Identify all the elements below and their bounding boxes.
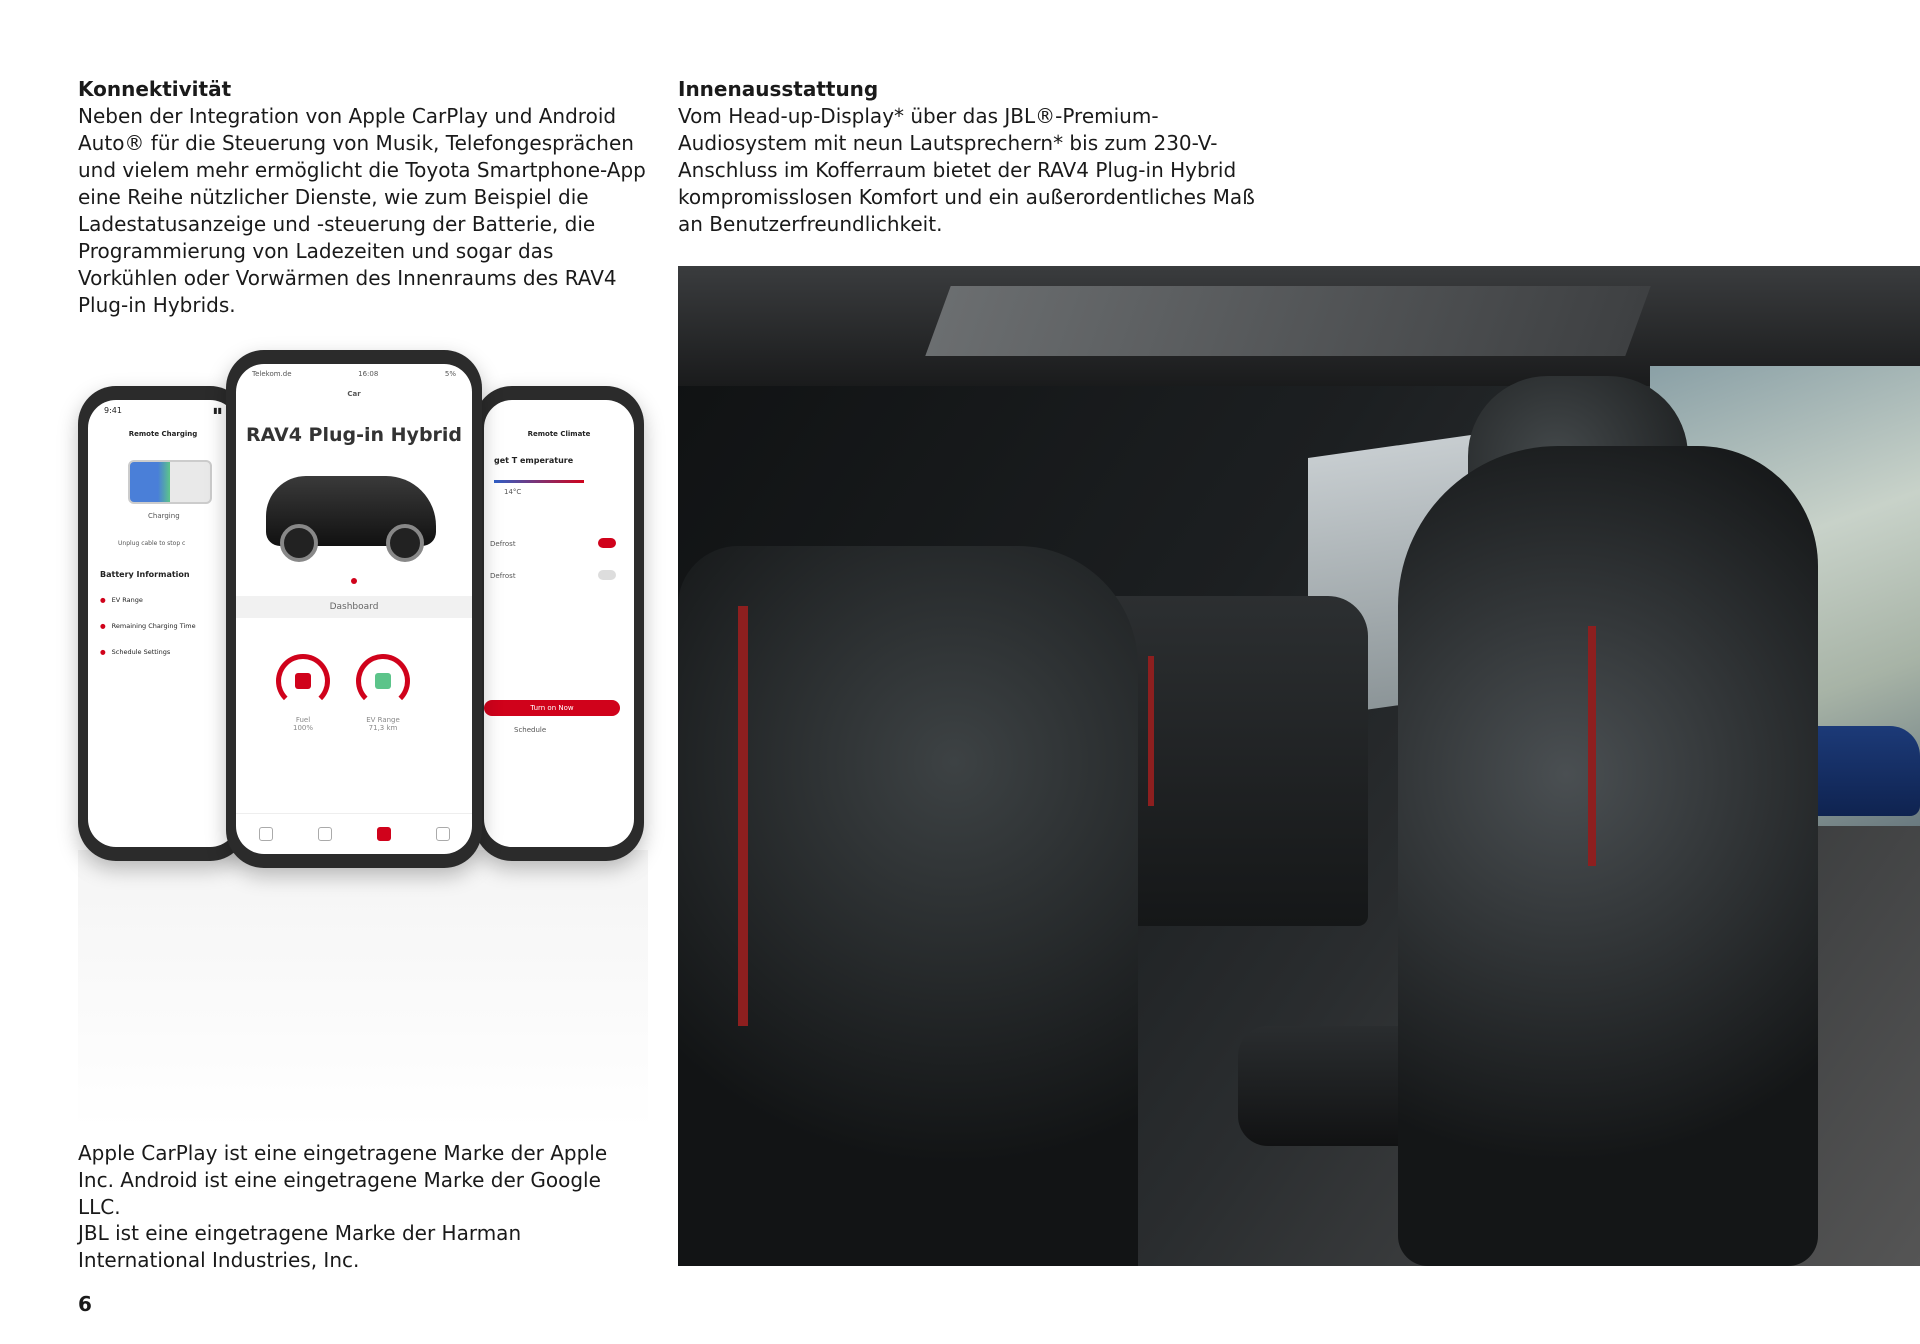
list-item: ● Schedule Settings [100, 648, 170, 656]
wheel-icon [386, 524, 424, 562]
signal-icon: ▮▮ [213, 406, 222, 415]
connectivity-heading: Konnektivität [78, 77, 232, 101]
trademark-note-apple-google: Apple CarPlay ist eine eingetragene Marke der Apple Inc. Android ist eine eingetragene Marke der Google LLC. [78, 1141, 608, 1219]
carrier-label: Telekom.de [252, 370, 292, 378]
unplug-label: Unplug cable to stop c [118, 540, 186, 547]
list-item: ● EV Range [100, 596, 143, 604]
photo-seat-stripe [1148, 656, 1154, 806]
option-label: Defrost [490, 540, 516, 548]
ev-range-label: EV Range 71,3 km [366, 716, 400, 732]
fuel-label: Fuel 100% [292, 716, 313, 732]
page-number: 6 [78, 1292, 92, 1316]
ev-range-gauge-icon [356, 654, 410, 708]
nav-car-icon [377, 827, 391, 841]
phone-remote-climate [474, 386, 644, 861]
screen-header: Car [347, 390, 361, 398]
nav-service-icon [318, 827, 332, 841]
battery-level: 5% [444, 370, 456, 378]
screen-title: Remote Charging [128, 430, 198, 438]
bottom-navigation [236, 813, 472, 854]
photo-front-seat-right [1398, 446, 1818, 1266]
wheel-icon [280, 524, 318, 562]
interior-section [678, 76, 1278, 238]
interior-heading: Innenausstattung [678, 77, 879, 101]
target-temp-label: get T emperature [494, 456, 574, 465]
status-time: 16:08 [358, 370, 379, 378]
turn-on-button [484, 700, 620, 716]
option-label: Defrost [490, 572, 516, 580]
battery-icon [128, 460, 212, 504]
interior-photo [678, 266, 1920, 1266]
list-item: ● Remaining Charging Time [100, 622, 196, 630]
nav-contact-icon [436, 827, 450, 841]
fuel-value: 100% [292, 724, 313, 732]
ev-range-value: 71,3 km [368, 724, 398, 732]
battery-info-title: Battery Information [100, 570, 190, 579]
photo-seat-stripe [1588, 626, 1596, 866]
dashboard-tab: Dashboard [236, 596, 472, 618]
charging-label: Charging [148, 512, 180, 520]
status-time: 9:41 [104, 406, 122, 415]
phone-screen [88, 400, 238, 847]
page-indicator [351, 578, 357, 584]
fuel-gauge-icon [276, 654, 330, 708]
trademark-note-jbl: JBL ist eine eingetragene Marke der Harman International Industries, Inc. [78, 1221, 522, 1272]
screen-title: Remote Climate [527, 430, 591, 438]
toggle-off-icon [598, 570, 616, 580]
toggle-on-icon [598, 538, 616, 548]
phone-remote-charging [78, 386, 248, 861]
schedule-label: Schedule [514, 726, 547, 734]
temperature-slider [494, 480, 584, 483]
temperature-value: 14°C [504, 488, 522, 496]
photo-seat-stripe [738, 606, 748, 1026]
phone-dashboard [226, 350, 482, 868]
connectivity-paragraph: Neben der Integration von Apple CarPlay und Android Auto® für die Steuerung von Musik, Telefongesprächen und vielem mehr ermöglicht die Toyota Smartphone-App eine Reihe nützlicher Dienste, wie zum Beispiel die Ladestatusanzeige und -steuerung der Batterie, die Programmierung von Ladezeiten und sogar das Vorkühlen oder Vorwärmen des Innenraums des RAV4 Plug-in Hybrids. [78, 104, 646, 317]
nav-home-icon [259, 827, 273, 841]
phone-screen [236, 364, 472, 854]
car-name: RAV4 Plug-in Hybrid [245, 424, 463, 446]
phone-screen [484, 400, 634, 847]
phone-reflection [78, 850, 648, 1130]
photo-sunroof [925, 286, 1650, 356]
button-label: Turn on Now [530, 704, 574, 712]
interior-paragraph: Vom Head-up-Display* über das JBL®-Premium-Audiosystem mit neun Lautsprechern* bis zum 230-V-Anschluss im Kofferraum bietet der RAV4 Plug-in Hybrid kompromisslosen Komfort und ein außerordentliches Maß an Benutzerfreundlichkeit. [678, 104, 1255, 236]
connectivity-section [78, 76, 648, 319]
smartphone-app-image [78, 350, 648, 1130]
